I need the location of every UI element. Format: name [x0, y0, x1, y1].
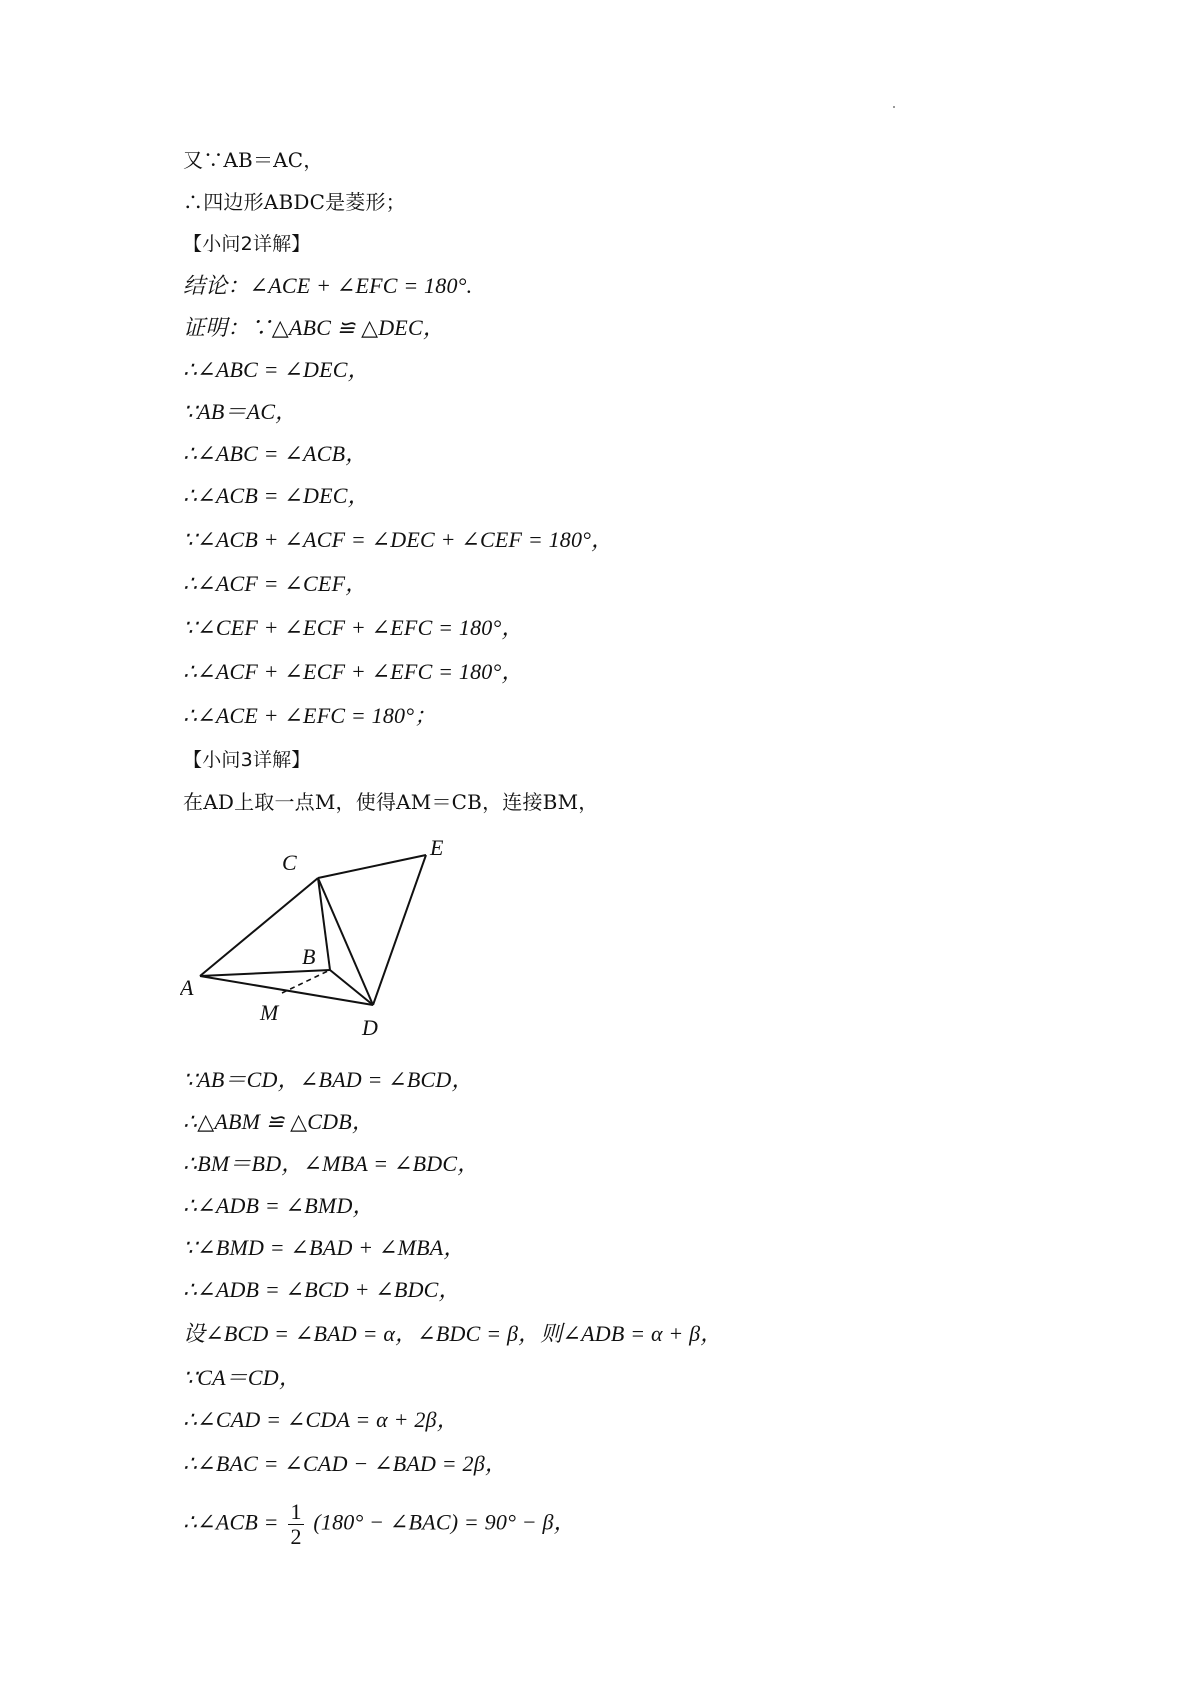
segment-BM-dashed	[282, 970, 330, 993]
text-line: 在AD上取一点M，使得AM＝CB，连接BM，	[183, 790, 599, 814]
math-line: ∵∠ACB + ∠ACF = ∠DEC + ∠CEF = 180°，	[183, 527, 614, 552]
math-line: ∴∠ACE + ∠EFC = 180°；	[183, 703, 437, 728]
label-D: D	[362, 1015, 378, 1040]
math-line: ∴∠ABC = ∠ACB，	[183, 441, 368, 466]
fraction	[288, 1500, 303, 1549]
math-line: ∴BM＝BD，∠MBA = ∠BDC，	[183, 1151, 480, 1176]
math-line: ∴∠CAD = ∠CDA = α + 2β，	[183, 1407, 459, 1432]
label-E: E	[430, 835, 444, 860]
section-heading: 【小问2详解】	[183, 233, 311, 255]
math-line: ∵CA＝CD，	[183, 1365, 302, 1390]
math-line: ∴∠BAC = ∠CAD − ∠BAD = 2β，	[183, 1451, 508, 1476]
math-line: 结论：∠ACE + ∠EFC = 180°.	[183, 273, 473, 298]
segment-AB	[200, 970, 330, 976]
label-A: A	[180, 975, 194, 1000]
math-line: ∴∠ADB = ∠BCD + ∠BDC，	[183, 1277, 461, 1302]
scan-dot	[893, 106, 895, 108]
fraction-suffix: (180° − ∠BAC) = 90° − β，	[313, 1509, 576, 1535]
section-heading: 【小问3详解】	[183, 749, 311, 771]
math-line: ∴∠ABC = ∠DEC，	[183, 357, 370, 382]
label-M: M	[260, 1000, 279, 1025]
math-line: ∴∠ACF + ∠ECF + ∠EFC = 180°，	[183, 659, 524, 684]
label-C: C	[282, 850, 297, 875]
segment-ED	[373, 855, 426, 1005]
math-line-fraction	[183, 1500, 576, 1549]
segment-AC	[200, 878, 318, 976]
fraction-prefix: ∴∠ACB =	[183, 1509, 279, 1535]
text-line: 又∵AB＝AC，	[183, 148, 324, 172]
math-line: ∴∠ADB = ∠BMD，	[183, 1193, 375, 1218]
math-line: ∵AB＝CD，∠BAD = ∠BCD，	[183, 1067, 474, 1092]
segment-CE	[318, 855, 426, 878]
geometry-svg	[180, 828, 480, 1048]
math-line: ∵∠CEF + ∠ECF + ∠EFC = 180°，	[183, 615, 524, 640]
geometry-figure	[180, 828, 480, 1048]
math-line: ∴△ABM ≌ △CDB，	[183, 1109, 375, 1134]
math-line: ∴∠ACF = ∠CEF，	[183, 571, 368, 596]
math-line: ∵∠BMD = ∠BAD + ∠MBA，	[183, 1235, 466, 1260]
fraction-denominator: 2	[290, 1524, 302, 1549]
math-line: ∴∠ACB = ∠DEC，	[183, 483, 370, 508]
label-B: B	[302, 944, 316, 969]
math-line: 设∠BCD = ∠BAD = α，∠BDC = β，则∠ADB = α + β，	[183, 1321, 723, 1346]
segment-AD	[200, 976, 373, 1005]
math-line: ∵AB＝AC，	[183, 399, 298, 424]
text-line: ∴四边形ABDC是菱形；	[183, 190, 406, 214]
fraction-numerator: 1	[290, 1499, 302, 1524]
math-line: 证明：∵△ABC ≌ △DEC，	[183, 315, 446, 340]
